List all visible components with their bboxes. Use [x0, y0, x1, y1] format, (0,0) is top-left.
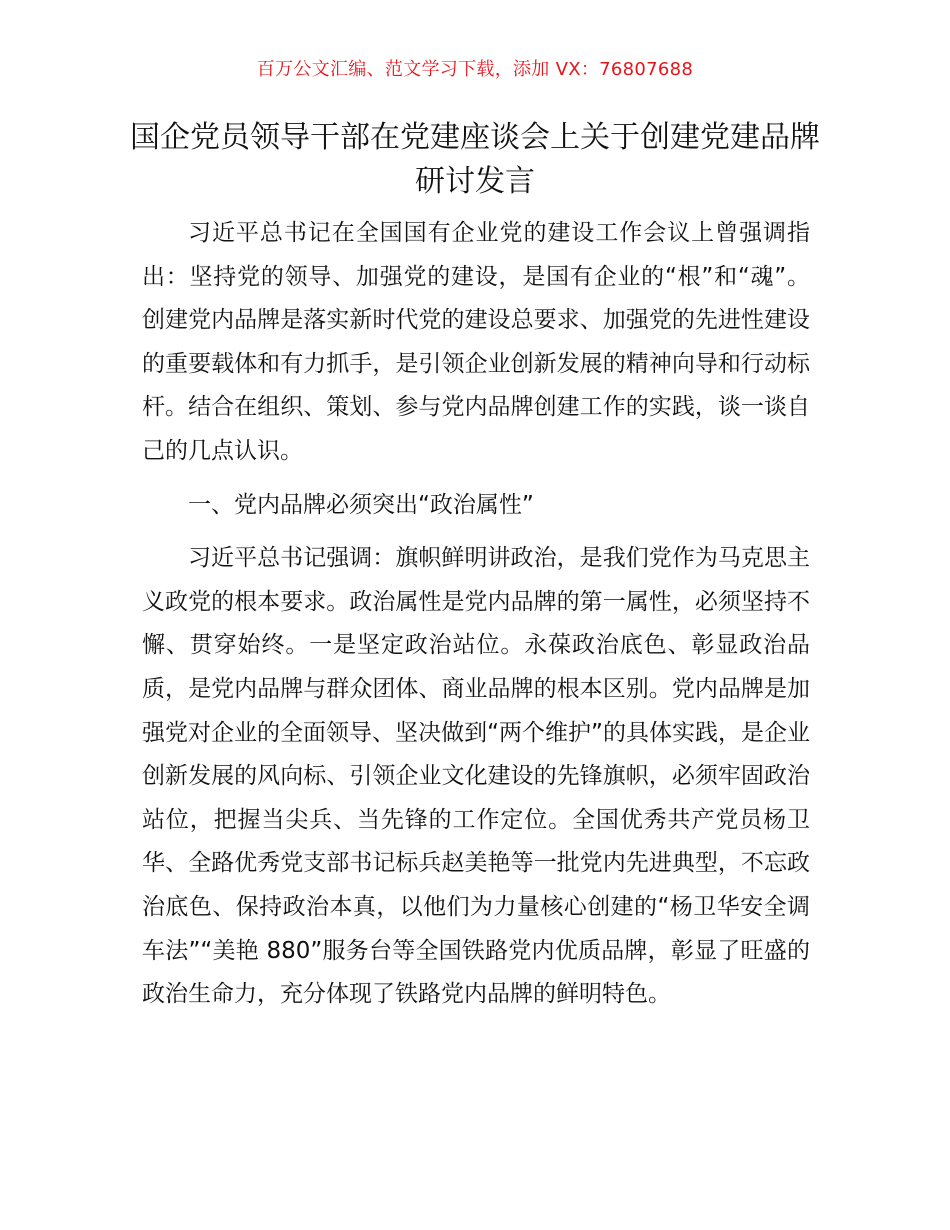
intro-paragraph: 习近平总书记在全国国有企业党的建设工作会议上曾强调指出：坚持党的领导、加强党的建设，是国有企业的“根”和“魂”。创建党内品牌是落实新时代党的建设总要求、加强党的先进性建设的重要载体和有力抓手，是引领企业创新发展的精神向导和行动标杆。结合在组织、策划、参与党内品牌创建工作的实践，谈一谈自己的几点认识。	[142, 220, 810, 464]
document-body	[142, 212, 810, 1017]
section-paragraph: 习近平总书记强调：旗帜鲜明讲政治，是我们党作为马克思主义政党的根本要求。政治属性是党内品牌的第一属性，必须坚持不懈、贯穿始终。一是坚定政治站位。永葆政治底色、彰显政治品质，是党内品牌与群众团体、商业品牌的根本区别。党内品牌是加强党对企业的全面领导、坚决做到“两个维护”的具体实践，是企业创新发展的风向标、引领企业文化建设的先锋旗帜，必须牢固政治站位，把握当尖兵、当先锋的工作定位。全国优秀共产党员杨卫华、全路优秀党支部书记标兵赵美艳等一批党内先进典型，不忘政治底色、保持政治本真，以他们为力量核心创建的“杨卫华安全调车法”“美艳 880”服务台等全国铁路党内优质品牌，彰显了旺盛的政治生命力，充分体现了铁路党内品牌的鲜明特色。	[142, 545, 810, 1008]
document-title: 国企党员领导干部在党建座谈会上关于创建党建品牌研讨发言	[130, 120, 820, 199]
section-heading: 一、党内品牌必须突出“政治属性”	[188, 491, 534, 518]
watermark-header: 百万公文汇编、范文学习下载，添加 VX：76807688	[256, 59, 694, 80]
